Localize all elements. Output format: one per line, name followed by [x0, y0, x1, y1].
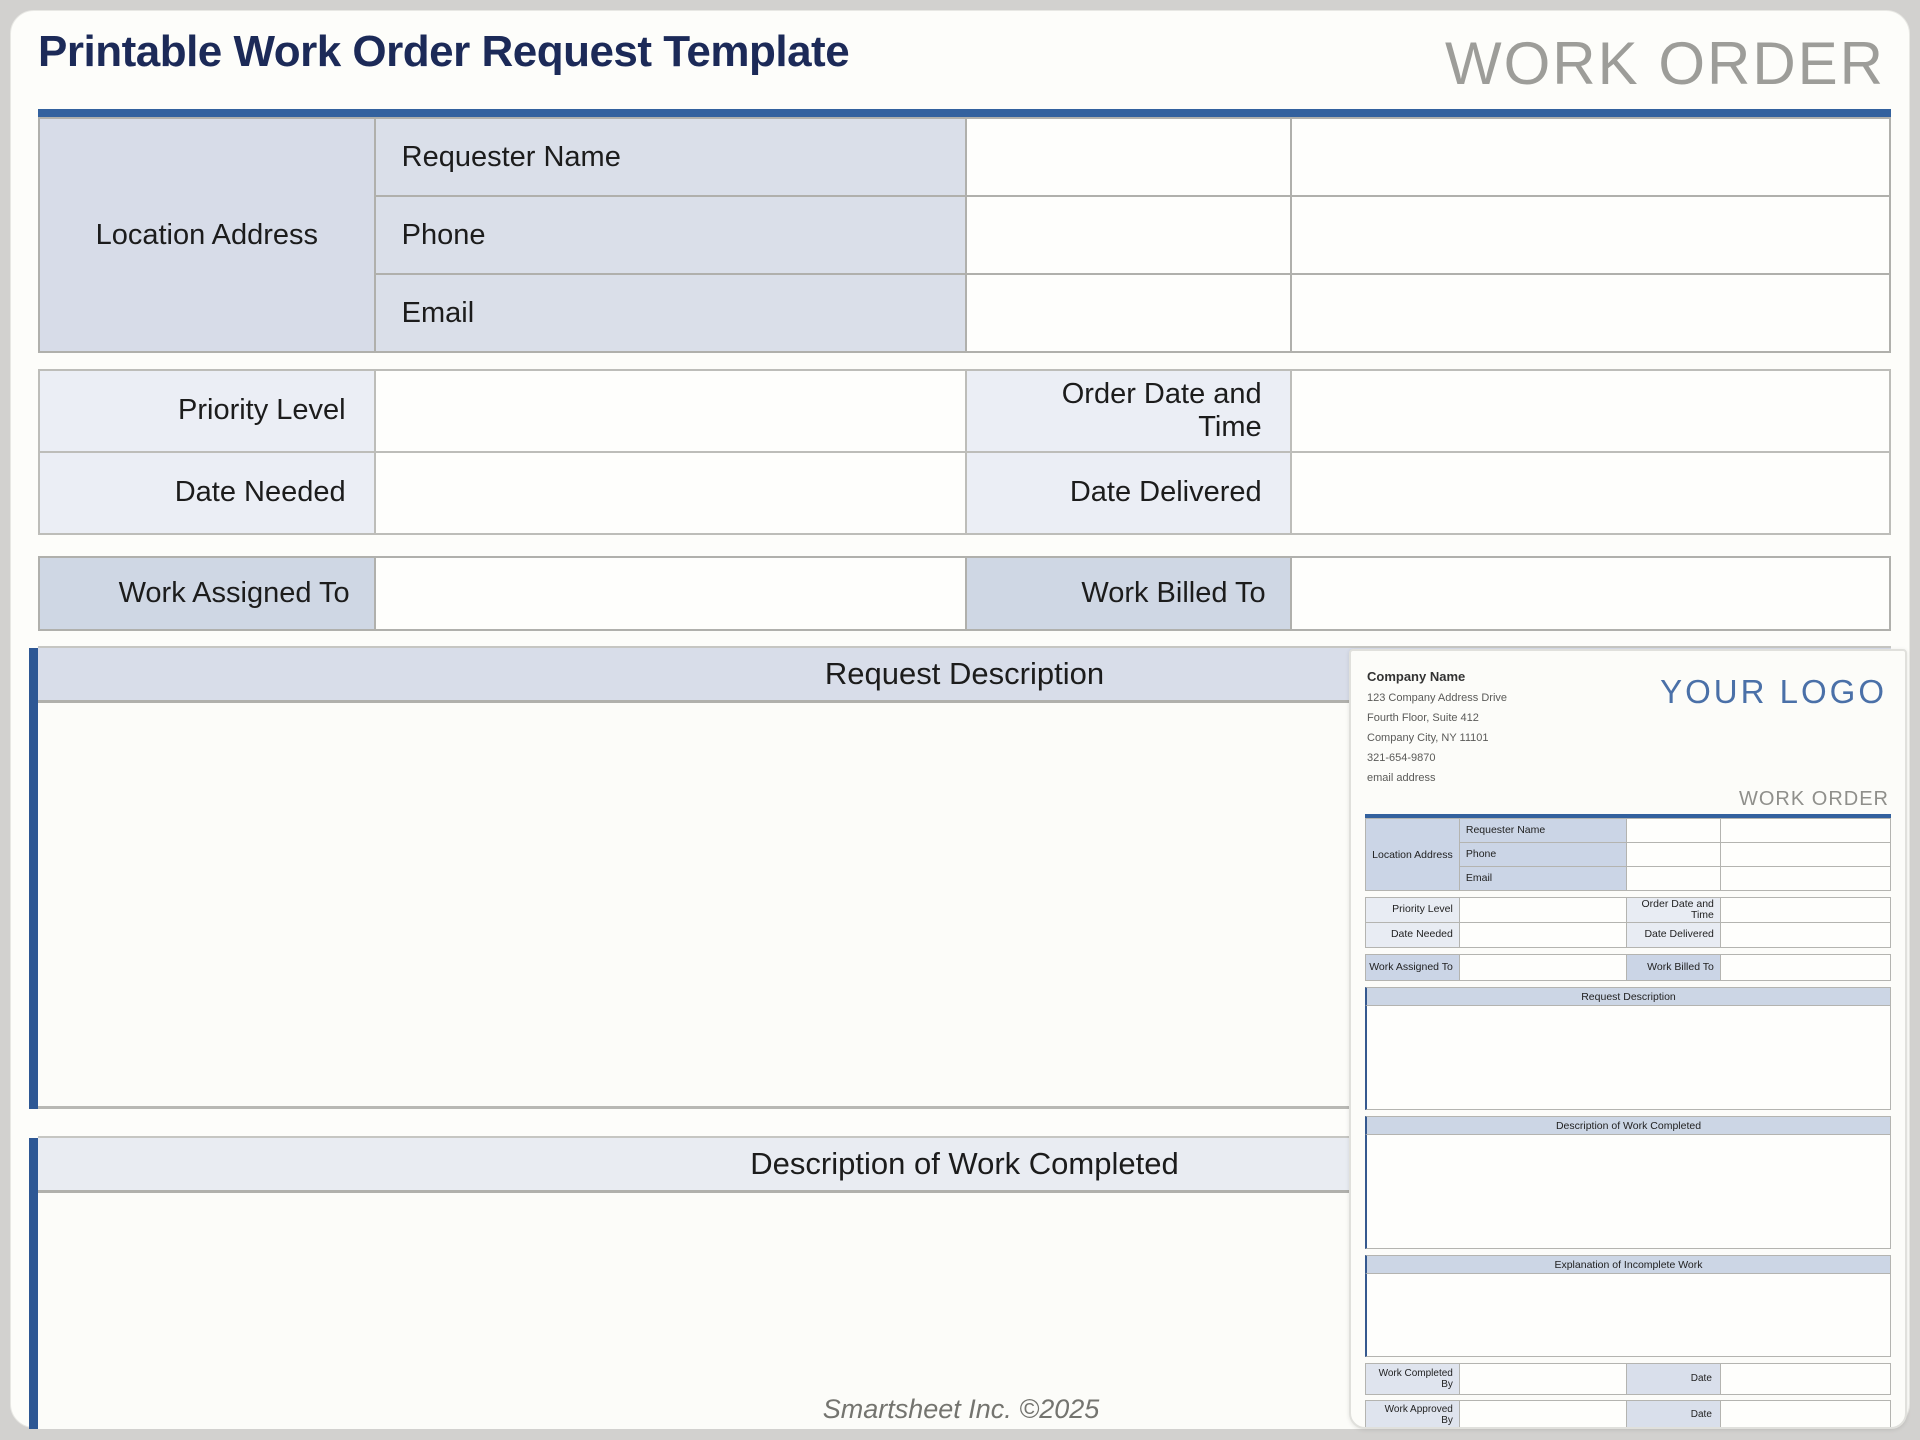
- mini-location-field: [1721, 867, 1890, 890]
- company-address-line: 123 Company Address Drive: [1367, 692, 1508, 704]
- thumbnail-work-order-watermark: WORK ORDER: [1739, 788, 1889, 810]
- mini-date-field: [1721, 1401, 1890, 1429]
- phone-label: Phone: [376, 197, 965, 273]
- mini-location-field: [1721, 819, 1890, 842]
- date-needed-label: Date Needed: [40, 453, 374, 533]
- mini-date-needed-label: Date Needed: [1366, 923, 1459, 947]
- date-delivered-field[interactable]: [1292, 453, 1889, 533]
- company-email-line: email address: [1367, 772, 1436, 784]
- your-logo-placeholder: YOUR LOGO: [1660, 673, 1887, 710]
- phone-field[interactable]: [967, 197, 1290, 273]
- work-completed-header: Description of Work Completed: [38, 1136, 1891, 1193]
- location-address-field-3[interactable]: [1292, 275, 1889, 351]
- mini-requester-name-field: [1627, 819, 1720, 842]
- work-assigned-to-label: Work Assigned To: [40, 558, 374, 629]
- mini-date-label: Date: [1627, 1401, 1720, 1429]
- location-address-field-1[interactable]: [1292, 119, 1889, 195]
- mini-request-description-area: [1365, 1006, 1891, 1110]
- thumbnail-assignment-table: [1365, 954, 1891, 981]
- mini-date-field: [1721, 1364, 1890, 1394]
- mini-work-completed-by-field: [1460, 1364, 1626, 1394]
- work-billed-to-label: Work Billed To: [967, 558, 1290, 629]
- mini-work-billed-to-label: Work Billed To: [1627, 955, 1720, 980]
- work-order-watermark: WORK ORDER: [1445, 30, 1885, 97]
- mini-email-field: [1627, 867, 1720, 890]
- company-phone-line: 321-654-9870: [1367, 752, 1436, 764]
- order-date-time-label: Order Date and Time: [967, 371, 1290, 451]
- mini-work-completed-header: Description of Work Completed: [1365, 1116, 1891, 1135]
- mini-email-label: Email: [1460, 867, 1626, 890]
- priority-level-label: Priority Level: [40, 371, 374, 451]
- date-needed-field[interactable]: [376, 453, 965, 533]
- requester-name-field[interactable]: [967, 119, 1290, 195]
- template-page: [10, 10, 1910, 1428]
- mini-location-address-label: Location Address: [1366, 819, 1459, 890]
- mini-priority-level-field: [1460, 898, 1626, 922]
- assignment-table: [38, 556, 1891, 631]
- mini-work-completed-area: [1365, 1135, 1891, 1249]
- table-top-accent-bar: [38, 109, 1891, 117]
- thumbnail-approved-by-row: [1365, 1400, 1891, 1429]
- location-address-field-2[interactable]: [1292, 197, 1889, 273]
- mini-date-label: Date: [1627, 1364, 1720, 1394]
- company-name: Company Name: [1367, 669, 1466, 684]
- date-delivered-label: Date Delivered: [967, 453, 1290, 533]
- thumbnail-incomplete-work-section: [1365, 1255, 1891, 1357]
- thumbnail-completed-by-row: [1365, 1363, 1891, 1395]
- mini-order-date-time-label: Order Date and Time: [1627, 898, 1720, 922]
- priority-level-field[interactable]: [376, 371, 965, 451]
- mini-work-assigned-to-field: [1460, 955, 1626, 980]
- mini-location-field: [1721, 843, 1890, 866]
- mini-phone-field: [1627, 843, 1720, 866]
- thumbnail-work-completed-section: [1365, 1116, 1891, 1249]
- mini-incomplete-work-area: [1365, 1274, 1891, 1357]
- thumbnail-schedule-table: [1365, 897, 1891, 948]
- mini-phone-label: Phone: [1460, 843, 1626, 866]
- requester-name-label: Requester Name: [376, 119, 965, 195]
- thumbnail-request-description-section: [1365, 987, 1891, 1110]
- work-assigned-to-field[interactable]: [376, 558, 965, 629]
- work-billed-to-field[interactable]: [1292, 558, 1889, 629]
- thumbnail-header: [1365, 665, 1891, 792]
- template-thumbnail-preview[interactable]: [1349, 649, 1907, 1429]
- footer-copyright: Smartsheet Inc. ©2025: [822, 1394, 1100, 1424]
- mini-work-billed-to-field: [1721, 955, 1890, 980]
- requester-table: [38, 117, 1891, 353]
- mini-work-completed-by-label: Work Completed By: [1366, 1364, 1459, 1394]
- thumbnail-requester-table: [1365, 818, 1891, 891]
- mini-date-needed-field: [1460, 923, 1626, 947]
- mini-request-description-header: Request Description: [1365, 987, 1891, 1006]
- email-label: Email: [376, 275, 965, 351]
- order-date-time-field[interactable]: [1292, 371, 1889, 451]
- request-description-header: Request Description: [38, 646, 1891, 703]
- email-field[interactable]: [967, 275, 1290, 351]
- mini-requester-name-label: Requester Name: [1460, 819, 1626, 842]
- mini-incomplete-work-header: Explanation of Incomplete Work: [1365, 1255, 1891, 1274]
- schedule-table: [38, 369, 1891, 535]
- mini-work-approved-by-field: [1460, 1401, 1626, 1429]
- company-address-line: Company City, NY 11101: [1367, 732, 1489, 744]
- mini-priority-level-label: Priority Level: [1366, 898, 1459, 922]
- page-title: Printable Work Order Request Template: [38, 27, 850, 76]
- company-address-line: Fourth Floor, Suite 412: [1367, 712, 1479, 724]
- mini-order-date-time-field: [1721, 898, 1890, 922]
- mini-date-delivered-label: Date Delivered: [1627, 923, 1720, 947]
- mini-work-assigned-to-label: Work Assigned To: [1366, 955, 1459, 980]
- mini-work-approved-by-label: Work Approved By: [1366, 1401, 1459, 1429]
- mini-date-delivered-field: [1721, 923, 1890, 947]
- thumbnail-company-block: [1365, 665, 1507, 792]
- location-address-label: Location Address: [40, 119, 374, 351]
